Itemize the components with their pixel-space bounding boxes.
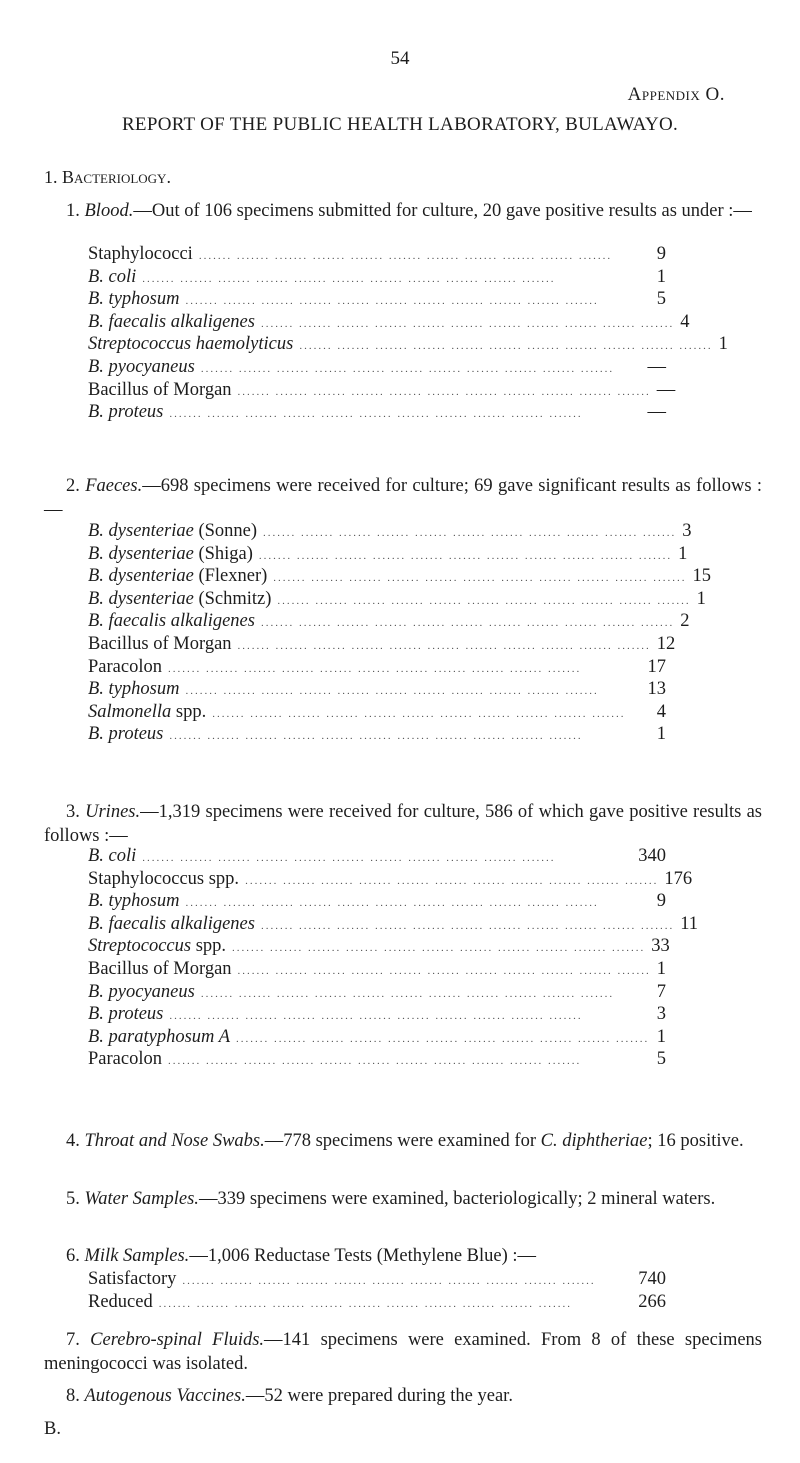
vaccines-label: Autogenous Vaccines. xyxy=(84,1386,246,1406)
leader-dots: ....... ....... ....... ....... ....... ....... ....... ....... ....... ....... ....... xyxy=(232,942,646,955)
item-value: — xyxy=(647,402,666,423)
list-item xyxy=(88,244,666,268)
item-value: 1 xyxy=(656,266,666,287)
item-value: 1 xyxy=(656,959,667,979)
item-value: 12 xyxy=(656,634,676,654)
item-value: 9 xyxy=(656,891,666,912)
list-item xyxy=(88,724,666,748)
leader-dots: ....... ....... ....... ....... ....... ....... ....... ....... ....... ....... ....... xyxy=(260,617,675,630)
list-item xyxy=(88,846,666,870)
item-name: B. faecalis alkaligenes xyxy=(88,311,255,332)
item-name: B. dysenteriae (Sonne) xyxy=(88,521,258,541)
milk-num: 6. xyxy=(66,1246,80,1266)
blood-paragraph: 1. Blood.—Out of 106 specimens submitted for culture, 20 gave positive results as under :— xyxy=(66,201,752,221)
item-name: B. faecalis alkaligenes xyxy=(88,611,255,632)
item-name: B. coli xyxy=(88,846,137,866)
csf-num: 7. xyxy=(66,1330,80,1350)
item-name: B. pyocyaneus xyxy=(88,981,195,1002)
leader-dots: ....... ....... ....... ....... ....... ....... ....... ....... ....... ....... ....... xyxy=(237,965,651,977)
leader-dots: ....... ....... ....... ....... ....... ....... ....... ....... ....... ....... ....... xyxy=(158,1298,572,1310)
leader-dots: ....... ....... ....... ....... ....... ....... ....... ....... ....... ....... ....... xyxy=(200,987,615,1000)
water-label: Water Samples. xyxy=(84,1189,199,1209)
leader-dots: ....... ....... ....... ....... ....... ....... ....... ....... ....... ....... ....... xyxy=(263,527,677,539)
item-value: 3 xyxy=(682,521,692,541)
list-item xyxy=(88,588,706,613)
list-item xyxy=(88,936,670,960)
throat-text: —778 specimens were examined for xyxy=(264,1131,536,1151)
leader-dots: ....... ....... ....... ....... ....... ....... ....... ....... ....... ....... ....... xyxy=(237,385,651,398)
leader-dots: ....... ....... ....... ....... ....... ....... ....... ....... ....... ....... ....... xyxy=(142,852,556,864)
item-name: Streptococcus haemolyticus xyxy=(88,334,294,355)
list-item xyxy=(88,402,666,426)
leader-dots: ....... ....... ....... ....... ....... ....... ....... ....... ....... ....... ....... xyxy=(299,340,713,353)
item-name: Satisfactory xyxy=(88,1269,177,1289)
blood-label: Blood. xyxy=(84,201,134,221)
item-name: B. dysenteriae (Schmitz) xyxy=(88,588,272,609)
item-value: 740 xyxy=(638,1269,666,1289)
csf-text: —141 specimens were examined. From 8 of these specimens meningococci was isolated. xyxy=(44,1330,762,1374)
list-item xyxy=(88,1292,666,1316)
vaccines-paragraph xyxy=(44,1384,762,1408)
item-name: B. pyocyaneus xyxy=(88,357,195,377)
throat-label: Throat and Nose Swabs. xyxy=(84,1131,265,1151)
list-item xyxy=(88,267,666,291)
item-value: 7 xyxy=(656,981,666,1002)
leader-dots: ....... ....... ....... ....... ....... ....... ....... ....... ....... ....... ....... xyxy=(236,1032,650,1045)
water-paragraph xyxy=(44,1187,762,1211)
item-name: Salmonella spp. xyxy=(88,701,207,722)
list-item xyxy=(88,1269,666,1293)
item-name: Staphylococcus spp. xyxy=(88,868,240,889)
item-name: Staphylococci xyxy=(88,244,193,264)
item-value: 1 xyxy=(656,724,666,745)
throat-paragraph xyxy=(44,1129,762,1153)
urines-label: Urines. xyxy=(85,802,141,822)
leader-dots: ....... ....... ....... ....... ....... ....... ....... ....... ....... ....... ....... xyxy=(142,272,556,285)
item-name: B. dysenteriae (Shiga) xyxy=(88,543,253,564)
list-item xyxy=(88,611,690,635)
item-name: B. proteus xyxy=(88,724,164,745)
section-bacteriology-heading: 1. Bacteriology. xyxy=(44,167,171,187)
faeces-text: —698 specimens were received for culture; 69 gave significant results as follows :— xyxy=(44,476,762,520)
item-value: 3 xyxy=(656,1004,666,1025)
item-value: 340 xyxy=(638,846,666,866)
leader-dots: ....... ....... ....... ....... ....... ....... ....... ....... ....... ....... ....... xyxy=(185,897,599,910)
item-value: 13 xyxy=(647,679,666,700)
item-value: 4 xyxy=(680,311,690,332)
item-value: 5 xyxy=(656,1049,666,1070)
item-value: 1 xyxy=(678,543,688,564)
leader-dots: ....... ....... ....... ....... ....... ....... ....... ....... ....... ....... ....... xyxy=(273,572,687,585)
leader-dots: ....... ....... ....... ....... ....... ....... ....... ....... ....... ....... ....... xyxy=(245,874,659,887)
leader-dots: ....... ....... ....... ....... ....... ....... ....... ....... ....... ....... ....... xyxy=(260,317,675,330)
leader-dots: ....... ....... ....... ....... ....... ....... ....... ....... ....... ....... ....... xyxy=(169,730,583,743)
leader-dots: ....... ....... ....... ....... ....... ....... ....... ....... ....... ....... ....... xyxy=(169,1010,583,1023)
item-value: 15 xyxy=(692,566,712,587)
leader-dots: ....... ....... ....... ....... ....... ....... ....... ....... ....... ....... ....... xyxy=(277,594,691,607)
faeces-paragraph: 2. Faeces.—698 specimens were received for culture; 69 gave significant results as follows :— xyxy=(44,476,762,520)
section-b-label: B. xyxy=(44,1419,61,1439)
item-value: 4 xyxy=(656,701,666,722)
leader-dots: ....... ....... ....... ....... ....... ....... ....... ....... ....... ....... ....... xyxy=(260,919,675,932)
item-value: 266 xyxy=(638,1292,666,1312)
item-value: 1 xyxy=(696,588,706,609)
vaccines-text: —52 were prepared during the year. xyxy=(245,1386,513,1406)
leader-dots: ....... ....... ....... ....... ....... ....... ....... ....... ....... ....... ....... xyxy=(198,250,613,262)
item-name: Streptococcus spp. xyxy=(88,936,227,957)
item-name: B. dysenteriae (Flexner) xyxy=(88,566,268,587)
list-item xyxy=(88,891,666,915)
list-item xyxy=(88,357,666,381)
milk-paragraph xyxy=(44,1244,762,1268)
item-value: 17 xyxy=(647,656,666,677)
page-number: 54 xyxy=(390,48,410,69)
leader-dots: ....... ....... ....... ....... ....... ....... ....... ....... ....... ....... ....... xyxy=(167,662,582,675)
item-value: 1 xyxy=(718,334,728,355)
list-item xyxy=(88,289,666,313)
water-num: 5. xyxy=(66,1189,80,1209)
list-item xyxy=(88,1049,666,1073)
list-item xyxy=(88,634,676,658)
list-item xyxy=(88,1004,666,1028)
item-name: B. proteus xyxy=(88,402,164,423)
item-name: Bacillus of Morgan xyxy=(88,634,232,654)
list-item xyxy=(88,334,728,358)
item-name: B. paratyphosum A xyxy=(88,1026,231,1047)
list-item xyxy=(88,868,693,893)
item-name: Reduced xyxy=(88,1292,153,1312)
water-text: —339 specimens were examined, bacteriologically; 2 mineral waters. xyxy=(198,1189,716,1209)
list-item xyxy=(88,521,692,545)
item-value: 9 xyxy=(656,244,666,264)
item-name: Bacillus of Morgan xyxy=(88,959,232,979)
list-item xyxy=(88,959,666,983)
leader-dots: ....... ....... ....... ....... ....... ....... ....... ....... ....... ....... ....... xyxy=(258,549,673,562)
milk-text: —1,006 Reductase Tests (Methylene Blue) :— xyxy=(189,1246,537,1266)
list-item xyxy=(88,566,712,590)
item-name: B. faecalis alkaligenes xyxy=(88,913,255,934)
item-name: Paracolon xyxy=(88,656,162,677)
item-value: — xyxy=(647,357,666,377)
item-value: 5 xyxy=(656,289,666,310)
leader-dots: ....... ....... ....... ....... ....... ....... ....... ....... ....... ....... ....... xyxy=(185,685,599,698)
leader-dots: ....... ....... ....... ....... ....... ....... ....... ....... ....... ....... ....... xyxy=(237,640,651,652)
throat-organism: C. diphtheriae xyxy=(540,1131,648,1151)
throat-tail: ; 16 positive. xyxy=(647,1131,744,1151)
vaccines-num: 8. xyxy=(66,1386,80,1406)
item-value: 176 xyxy=(664,868,693,889)
leader-dots: ....... ....... ....... ....... ....... ....... ....... ....... ....... ....... ....... xyxy=(167,1055,582,1068)
list-item xyxy=(88,543,688,568)
blood-text: —Out of 106 specimens submitted for culture, 20 gave positive results as under :— xyxy=(133,201,752,221)
list-item xyxy=(88,679,666,703)
list-item xyxy=(88,657,666,681)
item-value: 11 xyxy=(680,913,699,934)
urines-text: —1,319 specimens were received for culture, 586 of which gave positive results as follows :— xyxy=(44,802,763,846)
milk-label: Milk Samples. xyxy=(84,1246,190,1266)
item-name: B. typhosum xyxy=(88,679,180,700)
item-name: Bacillus of Morgan xyxy=(88,379,232,400)
leader-dots: ....... ....... ....... ....... ....... ....... ....... ....... ....... ....... ....... xyxy=(185,295,599,308)
item-name: B. coli xyxy=(88,266,137,287)
item-name: B. proteus xyxy=(88,1004,164,1025)
list-item xyxy=(88,379,676,404)
list-item xyxy=(88,982,666,1006)
item-name: B. typhosum xyxy=(88,289,180,310)
faeces-label: Faeces. xyxy=(85,476,143,496)
list-item xyxy=(88,1027,666,1051)
appendix-label: Appendix O. xyxy=(627,84,725,105)
urines-paragraph: 3. Urines.—1,319 specimens were received for culture, 586 of which gave positive results as follows :— xyxy=(44,802,763,846)
csf-paragraph xyxy=(44,1328,762,1376)
item-value: 33 xyxy=(651,936,670,957)
item-value: 1 xyxy=(656,1026,666,1047)
leader-dots: ....... ....... ....... ....... ....... ....... ....... ....... ....... ....... ....... xyxy=(169,408,583,421)
report-title: REPORT OF THE PUBLIC HEALTH LABORATORY, BULAWAYO. xyxy=(121,114,679,135)
leader-dots: ....... ....... ....... ....... ....... ....... ....... ....... ....... ....... ....... xyxy=(200,363,615,375)
throat-num: 4. xyxy=(66,1131,80,1151)
item-value: — xyxy=(656,379,676,400)
list-item xyxy=(88,913,699,938)
item-name: B. typhosum xyxy=(88,891,180,912)
list-item xyxy=(88,311,690,336)
item-name: Paracolon xyxy=(88,1049,162,1070)
item-value: 2 xyxy=(680,611,690,632)
csf-label: Cerebro-spinal Fluids. xyxy=(90,1330,265,1350)
leader-dots: ....... ....... ....... ....... ....... ....... ....... ....... ....... ....... ....... xyxy=(182,1275,596,1287)
leader-dots: ....... ....... ....... ....... ....... ....... ....... ....... ....... ....... ....... xyxy=(212,707,626,720)
list-item xyxy=(88,702,666,726)
